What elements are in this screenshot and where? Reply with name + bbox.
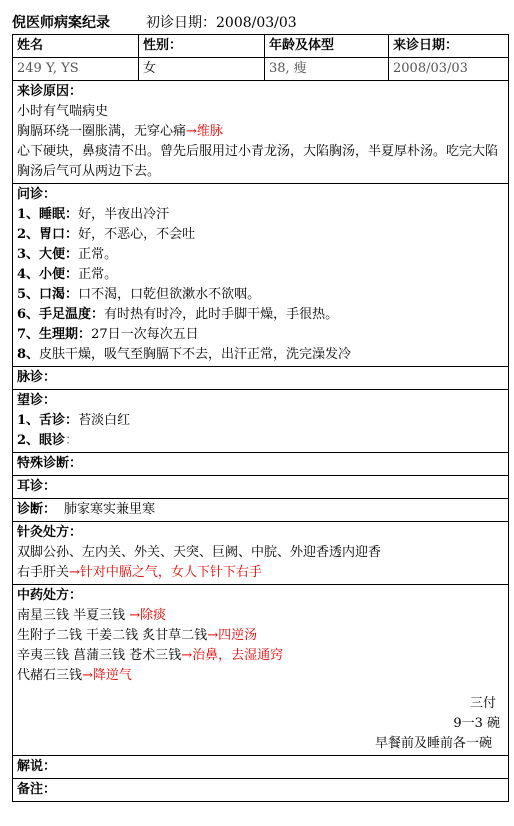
inquiry-key: 生理期： [39,327,92,342]
acupuncture-line-2 [17,563,504,583]
visit-date-value: 2008/03/03 [389,58,509,81]
inquiry-item [17,325,504,345]
age-body-header: 年龄及体型 [265,35,389,58]
patient-header-row [13,35,509,58]
herb-line [17,626,504,646]
inquiry-val: 正常。 [78,267,118,282]
herb-text: 代赭石三钱 [17,668,83,683]
inquiry-item [17,265,504,285]
remarks-cell [13,779,509,802]
inquiry-item [17,285,504,305]
inquiry-row [13,184,509,367]
complaint-line-1: 小时有气喘病史 [17,104,109,119]
herb-note: →四逆汤 [207,628,258,643]
herb-line [17,606,504,626]
tongue-key: 舌诊： [39,413,79,428]
eye-num: 2、 [17,433,40,448]
complaint-row [13,81,509,184]
dose-count: 三付 [469,696,496,711]
diagnosis-label: 诊断： [17,502,57,517]
observation-row [13,390,509,453]
inquiry-num: 2、 [17,227,40,242]
complaint-line-2-note: →维脉 [186,124,223,139]
herbs-spacer [17,686,504,694]
inquiry-val: 正常。 [78,247,118,262]
age-body-value: 38, 瘦 [265,58,389,81]
inquiry-key: 口渴： [39,287,79,302]
herb-text: 生附子二钱 干姜二钱 炙甘草二钱 [17,628,208,643]
inquiry-num: 8、 [17,347,40,362]
patient-value-row [13,58,509,81]
complaint-cell [13,81,509,184]
record-title: 倪医师病案纪录 [12,15,110,31]
acupuncture-line-2-text: 右手肝关 [17,565,70,580]
herb-note: →除痰 [129,608,167,623]
name-value: 249 Y, YS [13,58,139,81]
inquiry-num: 4、 [17,267,40,282]
acupuncture-label: 针灸处方： [17,525,83,540]
inquiry-label: 问诊： [17,187,57,202]
ear-label: 耳诊： [17,479,57,494]
pulse-row [13,367,509,390]
tongue-line [17,411,504,431]
complaint-line-2-text: 胸膈环绕一圈胀满，无穿心痛 [17,124,187,139]
herb-note: →降逆气 [82,668,132,683]
inquiry-key: 胃口： [39,227,79,242]
diagnosis-value: 肺家寒实兼里寒 [64,502,156,517]
case-table [12,34,509,802]
first-visit-date: 2008/03/03 [216,15,297,31]
inquiry-item [17,225,504,245]
pulse-cell [13,367,509,390]
explanation-label: 解说： [17,759,57,774]
dose-water: 9一3 碗 [453,716,500,731]
inquiry-key: 手足温度： [39,307,105,322]
inquiry-item [17,205,504,225]
tongue-num: 1、 [17,413,40,428]
first-visit-label: 初诊日期： [146,15,216,31]
herb-text: 辛夷三钱 菖蒲三钱 苍术三钱 [17,648,182,663]
special-row [13,453,509,476]
inquiry-num: 5、 [17,287,40,302]
special-cell [13,453,509,476]
herb-note: →治鼻，去湿通窍 [181,648,284,663]
visit-date-header: 来诊日期： [389,35,509,58]
acupuncture-cell [13,522,509,585]
inquiry-val: 皮肤干燥，吸气至胸膈下不去，出汗正常，洗完澡发冷 [39,347,352,362]
inquiry-key: 大便： [39,247,79,262]
pulse-label: 脉诊： [17,370,57,385]
observation-cell [13,390,509,453]
inquiry-num: 3、 [17,247,40,262]
herb-line [17,666,504,686]
inquiry-key: 小便： [39,267,79,282]
inquiry-item [17,245,504,265]
name-header: 姓名 [13,35,139,58]
eye-val: ： [65,433,79,448]
complaint-label: 来诊原因： [17,84,83,99]
diagnosis-row [13,499,509,522]
inquiry-item [17,345,504,365]
acupuncture-row [13,522,509,585]
inquiry-cell [13,184,509,367]
herb-text: 南星三钱 半夏三钱 [17,608,130,623]
inquiry-val: 好，半夜出冷汗 [78,207,170,222]
explanation-row [13,756,509,779]
remarks-label: 备注： [17,782,57,797]
inquiry-item [17,305,504,325]
acupuncture-line-2-note: →针对中膈之气，女人下针下右手 [69,565,262,580]
complaint-line-2 [17,122,504,142]
inquiry-num: 7、 [17,327,40,342]
gender-value: 女 [139,58,265,81]
inquiry-val: 有时热有时冷，此时手脚干燥，手很热。 [104,307,339,322]
inquiry-key: 睡眠： [39,207,79,222]
herbs-cell [13,585,509,756]
special-label: 特殊诊断： [17,456,83,471]
inquiry-num: 1、 [17,207,40,222]
eye-key: 眼诊 [39,433,66,448]
observation-label: 望诊： [17,393,57,408]
complaint-line-3: 心下硬块，鼻痰清不出。曾先后服用过小青龙汤，大陷胸汤，半夏厚朴汤。吃完大陷胸汤后气可从两边下去。 [17,144,499,179]
inquiry-num: 6、 [17,307,40,322]
inquiry-val: 口不渴，口乾但欲漱水不欲咽。 [78,287,261,302]
diagnosis-cell [13,499,509,522]
inquiry-val: 27日一次每次五日 [91,327,199,342]
gender-header: 性别： [139,35,265,58]
eye-line [17,431,504,451]
explanation-cell [13,756,509,779]
ear-cell [13,476,509,499]
ear-row [13,476,509,499]
tongue-val: 苔淡白红 [78,413,131,428]
dose-timing: 早餐前及睡前各一碗 [374,736,492,751]
herbs-row [13,585,509,756]
record-header [12,12,508,34]
inquiry-val: 好，不恶心，不会吐 [78,227,196,242]
remarks-row [13,779,509,802]
herb-line [17,646,504,666]
herbs-label: 中药处方： [17,588,83,603]
acupuncture-line-1: 双脚公孙、左内关、外关、天突、巨阙、中脘、外迎香透内迎香 [17,545,382,560]
